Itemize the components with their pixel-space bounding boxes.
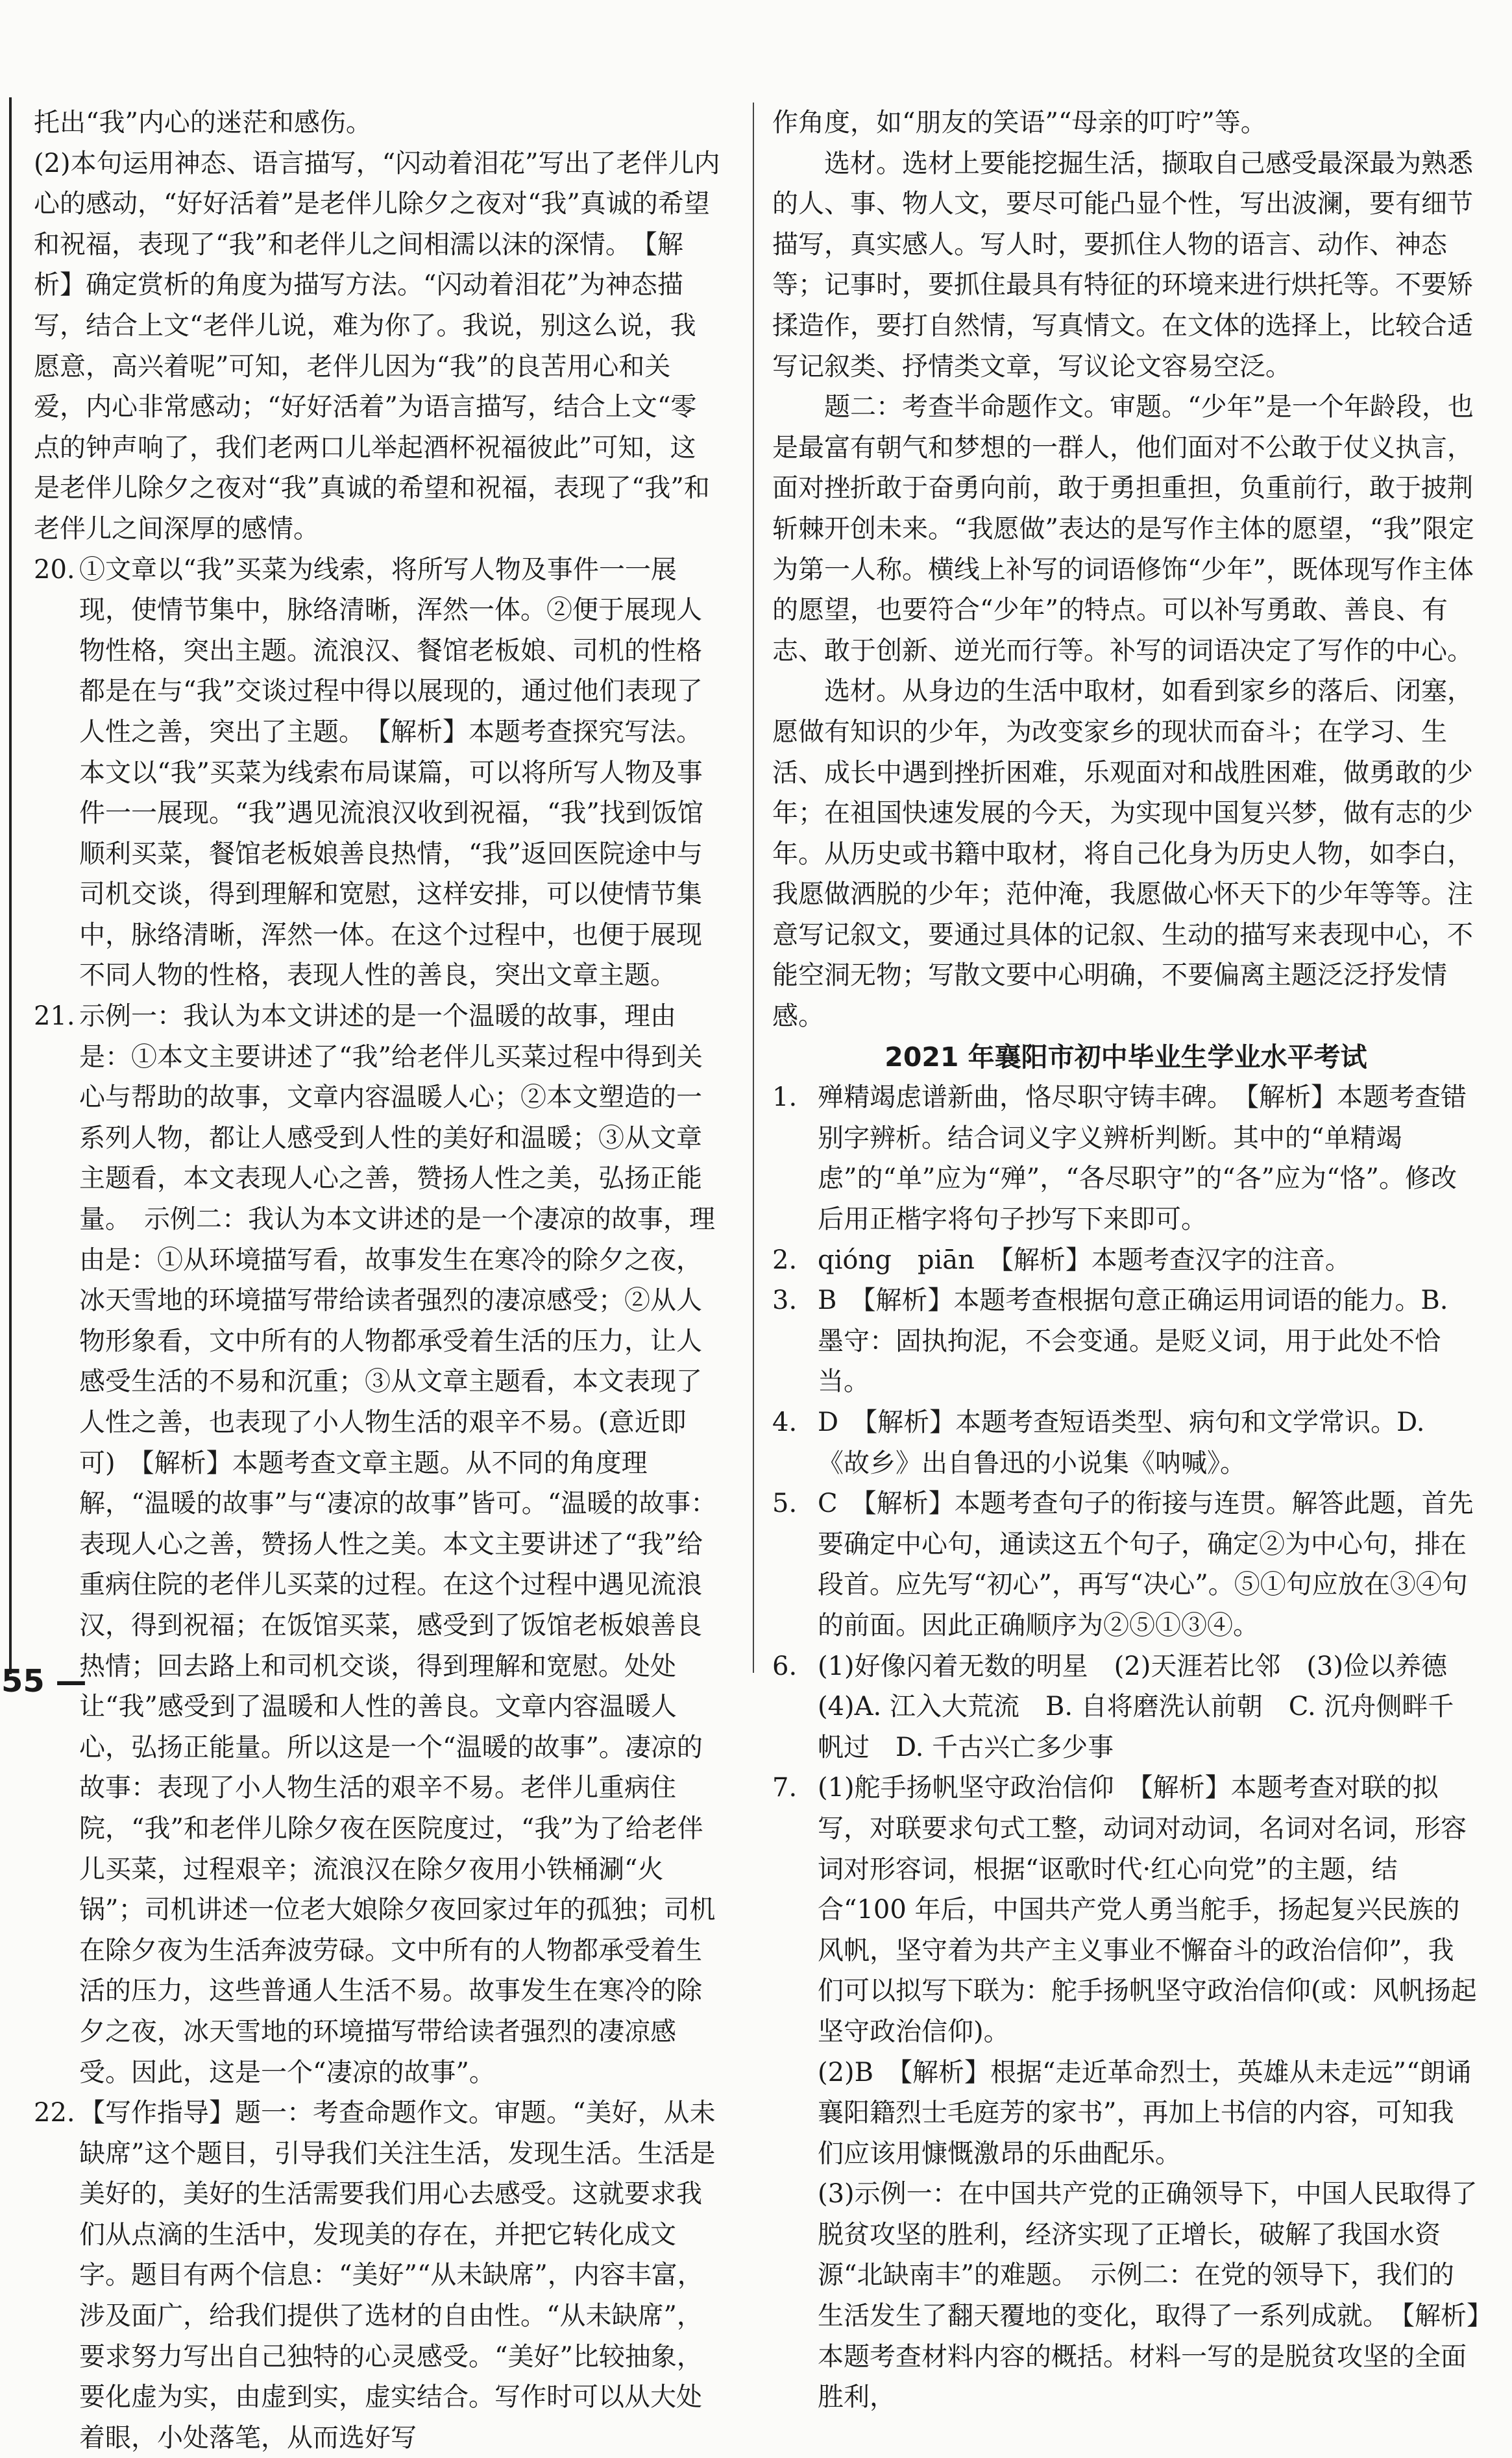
item-number: 6.	[772, 1651, 798, 1681]
answer-item-3	[772, 1280, 1480, 1402]
answer-item-5	[772, 1483, 1480, 1646]
item-text: ①文章以“我”买菜为线索，将所写人物及事件一一展现，使情节集中，脉络清晰，浑然一体。②便于展现人物性格，突出主题。流浪汉、餐馆老板娘、司机的性格都是在与“我”交谈过程中得以展现的，通过他们表现了人性之善，突出了主题。 【解析】本题考查探究写法。本文以“我”买菜为线索布局谋篇，可以将所写人物及事件一一展现。“我”遇见流浪汉收到祝福，“我”找到饭馆顺利买菜，餐馆老板娘善良热情，“我”返回医院途中与司机交谈，得到理解和宽慰，这样安排，可以使情节集中，脉络清晰，浑然一体。在这个过程中，也便于展现不同人物的性格，表现人性的善良，突出文章主题。	[79, 554, 703, 991]
answer-item-20	[34, 550, 722, 997]
answer-item-21	[34, 996, 722, 2093]
paragraph: (2)本句运用神态、语言描写，“闪动着泪花”写出了老伴儿内心的感动，“好好活着”是老伴儿除夕之夜对“我”真诚的希望和祝福，表现了“我”和老伴儿之间相濡以沫的深情。 【解析】确定赏析的角度为描写方法。“闪动着泪花”为神态描写，结合上文“老伴儿说，难为你了。我说，别这么说，我愿意，高兴着呢”可知，老伴儿因为“我”的良苦用心和关爱，内心非常感动；“好好活着”为语言描写，结合上文“零点的钟声响了，我们老两口儿举起酒杯祝福彼此”可知，这是老伴儿除夕之夜对“我”真诚的希望和祝福，表现了“我”和老伴儿之间深厚的感情。	[34, 148, 720, 544]
left-column	[34, 103, 722, 2458]
answer-subitem	[772, 2052, 1480, 2174]
answer-item-4	[772, 1402, 1480, 1483]
section-title: 2021 年襄阳市初中毕业生学业水平考试	[884, 1041, 1367, 1073]
item-text: qióng piān 【解析】本题考查汉字的注音。	[818, 1245, 1351, 1275]
paragraph: 作角度，如“朋友的笑语”“母亲的叮咛”等。	[772, 108, 1267, 138]
answer-item-1	[772, 1077, 1480, 1239]
item-number: 4.	[772, 1407, 798, 1437]
paragraph: 托出“我”内心的迷茫和感伤。	[34, 108, 372, 138]
item-number: 1.	[772, 1082, 798, 1113]
answer-item-2	[772, 1240, 1480, 1281]
answer-subitem	[772, 2174, 1480, 2418]
answer-item-6	[772, 1646, 1480, 1768]
page-number: 55 —	[1, 1663, 87, 1699]
paragraph: 题二：考查半命题作文。审题。“少年”是一个年龄段，也是最富有朝气和梦想的一群人，他们面对不公敢于仗义执言，面对挫折敢于奋勇向前，敢于勇担重担，负重前行，敢于披荆斩棘开创未来。“我愿做”表达的是写作主体的愿望，“我”限定为第一人称。横线上补写的词语修饰“少年”，既体现写作主体的愿望，也要符合“少年”的特点。可以补写勇敢、善良、有志、敢于创新、逆光而行等。补写的词语决定了写作的中心。	[772, 392, 1474, 666]
paragraph: 选材。从身边的生活中取材，如看到家乡的落后、闭塞，愿做有知识的少年，为改变家乡的现状而奋斗；在学习、生活、成长中遇到挫折困难，乐观面对和战胜困难，做勇敢的少年；在祖国快速发展的今天，为实现中国复兴梦，做有志的少年。从历史或书籍中取材，将自己化身为历史人物，如李白，我愿做洒脱的少年；范仲淹，我愿做心怀天下的少年等等。注意写记叙文，要通过具体的记叙、生动的描写来表现中心，不能空洞无物；写散文要中心明确，不要偏离主题泛泛抒发情感。	[772, 676, 1473, 1032]
paragraph: 选材。选材上要能挖掘生活，撷取自己感受最深最为熟悉的人、事、物人文，要尽可能凸显个性，写出波澜，要有细节描写，真实感人。写人时，要抓住人物的语言、动作、神态等；记事时，要抓住最具有特征的环境来进行烘托等。不要矫揉造作，要打自然情，写真情文。在文体的选择上，比较合适写记叙类、抒情类文章，写议论文容易空泛。	[772, 148, 1473, 382]
column-divider	[753, 103, 754, 1673]
item-text: (3)示例一：在中国共产党的正确领导下，中国人民取得了脱贫攻坚的胜利，经济实现了正增长，破解了我国水资源“北缺南丰”的难题。 示例二：在党的领导下，我们的生活发生了翻天覆地的变化，取得了一系列成就。 【解析】本题考查材料内容的概括。材料一写的是脱贫攻坚的全面胜利，	[818, 2179, 1480, 2413]
answer-item-22	[34, 2093, 722, 2458]
item-text: (2)B 【解析】根据“走近革命烈士，英雄从未走远”“朗诵襄阳籍烈士毛庭芳的家书”，再加上书信的内容，可知我们应该用慷慨激昂的乐曲配乐。	[818, 2057, 1472, 2169]
item-text: 【写作指导】题一：考查命题作文。审题。“美好，从未缺席”这个题目，引导我们关注生活，发现生活。生活是美好的，美好的生活需要我们用心去感受。这就要求我们从点滴的生活中，发现美的存在，并把它转化成文字。题目有两个信息：“美好”“从未缺席”，内容丰富，涉及面广，给我们提供了选材的自由性。“从未缺席”，要求努力写出自己独特的心灵感受。“美好”比较抽象，要化虚为实，由虚到实，虚实结合。写作时可以从大处着眼，小处落笔，从而选好写	[79, 2098, 716, 2453]
right-column	[772, 103, 1480, 2418]
item-text: B 【解析】本题考查根据句意正确运用词语的能力。B. 墨守：固执拘泥，不会变通。是贬义词，用于此处不恰当。	[818, 1285, 1448, 1397]
item-number: 21.	[34, 1001, 75, 1032]
item-text: 示例一：我认为本文讲述的是一个温暖的故事，理由是：①本文主要讲述了“我”给老伴儿买菜过程中得到关心与帮助的故事，文章内容温暖人心；②本文塑造的一系列人物，都让人感受到人性的美好和温暖；③从文章主题看，本文表现人心之善，赞扬人性之美，弘扬正能量。 示例二：我认为本文讲述的是一个凄凉的故事，理由是：①从环境描写看，故事发生在寒冷的除夕之夜，冰天雪地的环境描写带给读者强烈的凄凉感受；②从人物形象看，文中所有的人物都承受着生活的压力，让人感受生活的不易和沉重；③从文章主题看，本文表现了人性之善，也表现了小人物生活的艰辛不易。(意近即可) 【解析】本题考查文章主题。从不同的角度理解，“温暖的故事”与“凄凉的故事”皆可。“温暖的故事：表现人心之善，赞扬人性之美。本文主要讲述了“我”给重病住院的老伴儿买菜的过程。在这个过程中遇见流浪汉，得到祝福；在饭馆买菜，感受到了饭馆老板娘善良热情；回去路上和司机交谈，得到理解和宽慰。处处让“我”感受到了温暖和人性的善良。文章内容温暖人心，弘扬正能量。所以这是一个“温暖的故事”。凄凉的故事：表现了小人物生活的艰辛不易。老伴儿重病住院，“我”和老伴儿除夕夜在医院度过，“我”为了给老伴儿买菜，过程艰辛；流浪汉在除夕夜用小铁桶涮“火锅”；司机讲述一位老大娘除夕夜回家过年的孤独；司机在除夕夜为生活奔波劳碌。文中所有的人物都承受着生活的压力，这些普通人生活不易。故事发生在寒冷的除夕之夜，冰天雪地的环境描写带给读者强烈的凄凉感受。因此，这是一个“凄凉的故事”。	[79, 1001, 717, 2087]
item-number: 2.	[772, 1245, 798, 1275]
item-text: 殚精竭虑谱新曲，恪尽职守铸丰碑。 【解析】本题考查错别字辨析。结合词义字义辨析判断。其中的“单精竭虑”的“单”应为“殚”，“各尽职守”的“各”应为“恪”。修改后用正楷字将句子抄写下来即可。	[818, 1082, 1467, 1235]
item-number: 5.	[772, 1489, 798, 1519]
item-text: (1)舵手扬帆坚守政治信仰 【解析】本题考查对联的拟写，对联要求句式工整，动词对动词，名词对名词，形容词对形容词，根据“讴歌时代·红心向党”的主题，结合“100 年后，中国共产党人勇当舵手，扬起复兴民族的风帆，坚守着为共产主义事业不懈奋斗的政治信仰”，我们可以拟写下联为：舵手扬帆坚守政治信仰(或：风帆扬起坚守政治信仰)。	[818, 1773, 1477, 2047]
left-margin-bar	[9, 97, 12, 1674]
answer-item-7	[772, 1768, 1480, 2052]
item-number: 3.	[772, 1285, 798, 1316]
item-number: 7.	[772, 1773, 798, 1803]
item-text: C 【解析】本题考查句子的衔接与连贯。解答此题，首先要确定中心句，通读这五个句子，确定②为中心句，排在段首。应先写“初心”，再写“决心”。⑤①句应放在③④句的前面。因此正确顺序为②⑤①③④。	[818, 1489, 1474, 1640]
item-number: 20.	[34, 554, 75, 585]
item-text: D 【解析】本题考查短语类型、病句和文学常识。D. 《故乡》出自鲁迅的小说集《呐喊》。	[818, 1407, 1425, 1478]
item-text: (1)好像闪着无数的明星 (2)天涯若比邻 (3)俭以养德 (4)A. 江入大荒流 B. 自将磨洗认前朝 C. 沉舟侧畔千帆过 D. 千古兴亡多少事	[818, 1651, 1473, 1762]
item-number: 22.	[34, 2098, 75, 2128]
